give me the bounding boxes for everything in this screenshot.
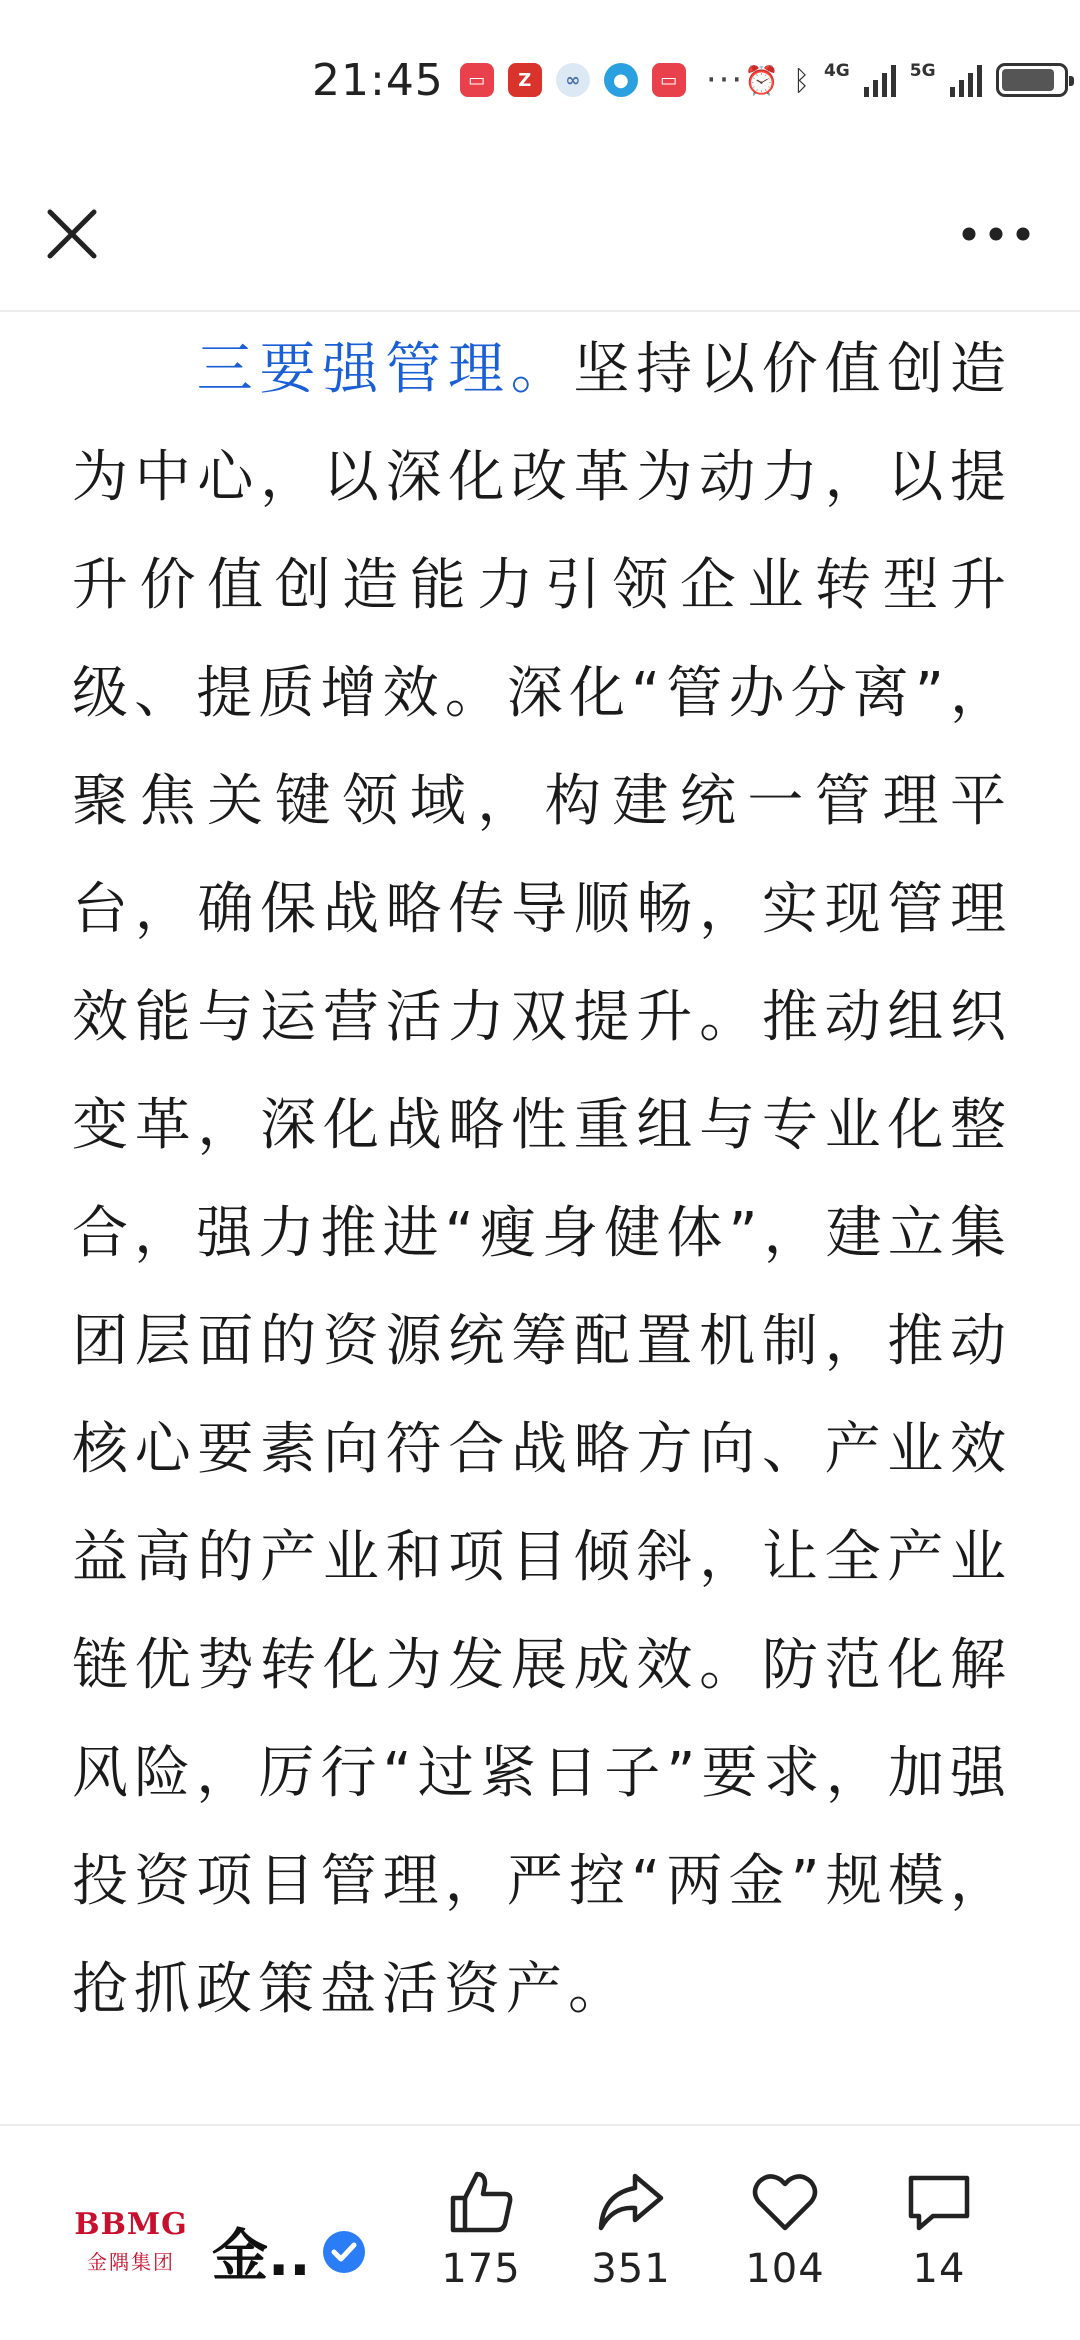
paragraph-text: 坚持以价值创造为中心，以深化改革为动力，以提升价值创造能力引领企业转型升级、提质增效。深化“管办分离”，聚焦关键领域，构建统一管理平台，确保战略传导顺畅，实现管理效能与运营活力双提升。推动组织变革，深化战略性重组与专业化整合，强力推进“瘦身健体”，建立集团层面的资源统筹配置机制，推动核心要素向符合战略方向、产业效益高的产业和项目倾斜，让全产业链优势转化为发展成效。防范化解风险，厉行“过紧日子”要求，加强投资项目管理，严控“两金”规模，抢抓政策盘活资产。 xyxy=(72,337,1013,2022)
like-button[interactable] xyxy=(416,2166,546,2292)
author-info[interactable] xyxy=(212,2212,367,2292)
brand-logo-text: 金隅集团 xyxy=(87,2249,175,2274)
article-body xyxy=(72,312,1012,2044)
share-button[interactable] xyxy=(566,2166,696,2292)
system-status xyxy=(744,63,1067,97)
bottom-action-bar xyxy=(0,2124,1080,2340)
close-icon xyxy=(44,206,100,262)
brand-logo-mark: BBMG xyxy=(74,2206,188,2242)
battery-icon xyxy=(996,63,1068,97)
huawei-app-icon-2: ▭ xyxy=(652,63,686,97)
share-count: 351 xyxy=(591,2246,671,2292)
status-time: 21:45 xyxy=(312,54,444,106)
like-count: 175 xyxy=(441,2246,521,2292)
signal-5g-icon xyxy=(950,63,982,97)
author-name: 金.. xyxy=(212,2224,311,2289)
top-bar xyxy=(0,160,1080,312)
network-4g-label: 4G xyxy=(823,61,850,81)
share-icon xyxy=(595,2166,667,2238)
close-button[interactable] xyxy=(36,198,108,270)
link-app-icon: ∞ xyxy=(556,63,590,97)
thumbs-up-icon xyxy=(445,2166,517,2238)
more-options-button[interactable] xyxy=(948,198,1044,270)
alarm-icon: ⏰ xyxy=(744,63,780,97)
favorite-button[interactable] xyxy=(720,2166,850,2292)
more-options-icon xyxy=(961,226,1031,242)
battery-level xyxy=(1002,69,1055,91)
network-5g-label: 5G xyxy=(909,61,936,81)
author-avatar[interactable] xyxy=(72,2198,190,2286)
comment-count: 14 xyxy=(912,2246,966,2292)
bluetooth-icon: ᛒ xyxy=(793,63,810,97)
verified-badge-icon xyxy=(321,2229,367,2275)
notification-icons xyxy=(460,60,744,100)
status-bar xyxy=(0,0,1080,160)
browser-app-icon: ● xyxy=(604,63,638,97)
paragraph-lead: 三要强管理。 xyxy=(196,337,574,402)
huawei-app-icon: ▭ xyxy=(460,63,494,97)
news-app-icon: Z xyxy=(508,63,542,97)
comment-button[interactable] xyxy=(874,2166,1004,2292)
more-notifications-icon: ··· xyxy=(705,60,745,100)
comment-icon xyxy=(903,2166,975,2238)
signal-4g-icon xyxy=(864,63,896,97)
heart-icon xyxy=(749,2166,821,2238)
favorite-count: 104 xyxy=(745,2246,825,2292)
